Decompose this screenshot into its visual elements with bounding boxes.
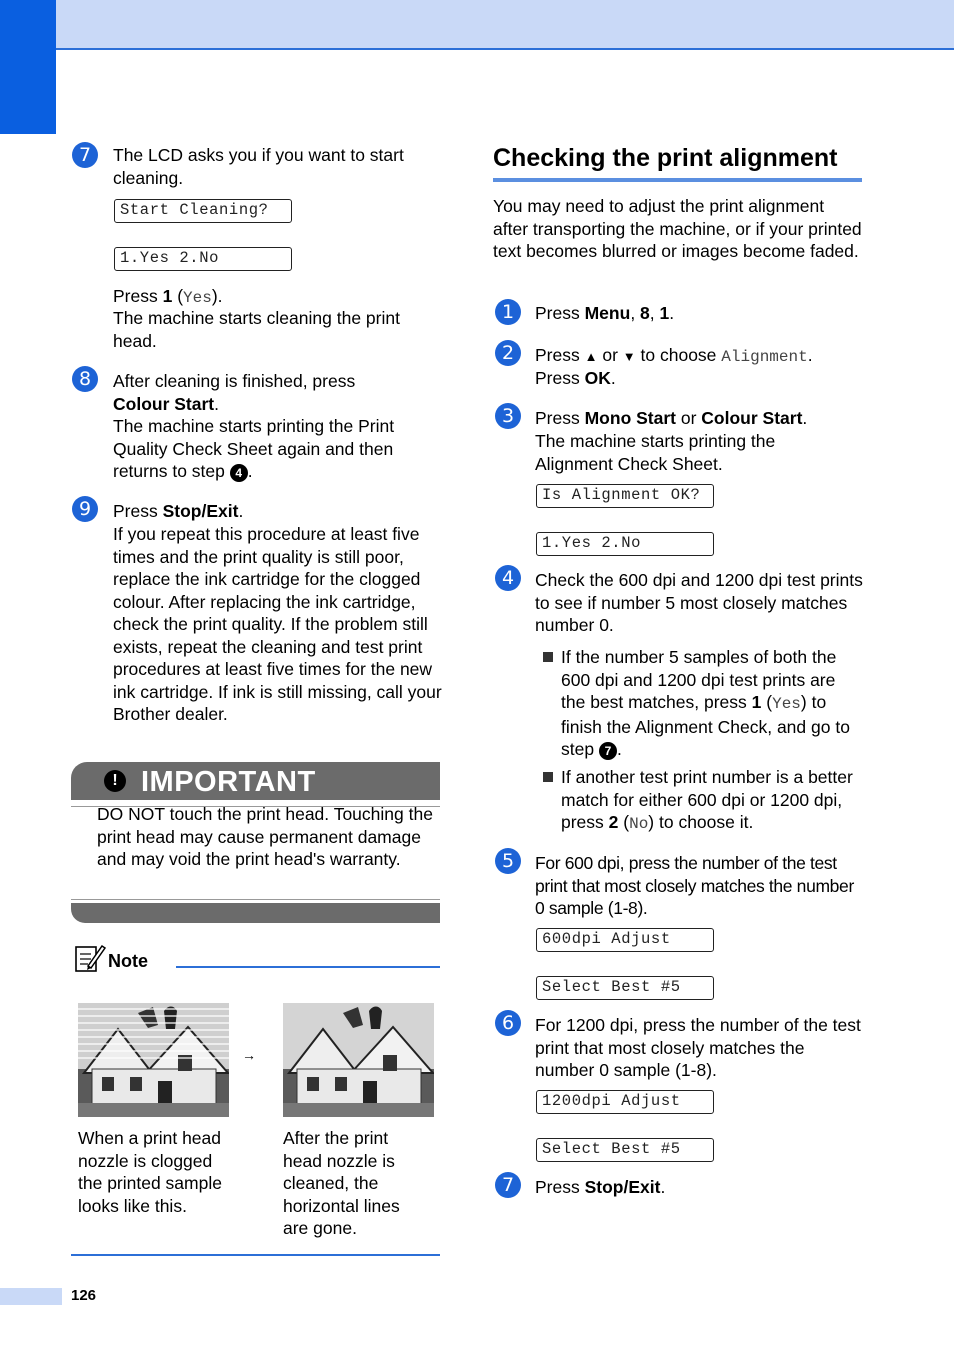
- align-step-4-bullet-1: If the number 5 samples of both the 600 dpi and 1200 dpi test prints are the best matches, press 1 (Yes) to finish the Alignment Check, and go to step 7 .: [561, 647, 850, 759]
- step-number-badge: 6: [495, 1010, 521, 1036]
- note-title: Note: [108, 951, 148, 971]
- lcd-display-1: Start Cleaning?: [114, 199, 292, 223]
- up-arrow-icon: ▲: [584, 349, 598, 364]
- align-step-3-result: The machine starts printing the Alignment Check Sheet.: [535, 431, 776, 474]
- arrow-icon: →: [242, 1047, 256, 1063]
- note-rule: [176, 966, 440, 968]
- bullet-icon: [543, 772, 553, 782]
- step-7-result: The machine starts cleaning the print head.: [113, 308, 400, 351]
- align-step-7: Press Stop/Exit.: [535, 1177, 666, 1197]
- step-8-result: The machine starts printing the Print Quality Check Sheet again and then returns to step 4 .: [113, 416, 395, 481]
- step-9-body: If you repeat this procedure at least five times and the print quality is still poor, replace the ink cartridge for the clogged colour. After replacing the ink cartridge, check the print quality. If the problem still exists, repeat the cleaning and test print procedures at least five times for the new ink cartridge. If ink is still missing, call your Brother dealer.: [113, 524, 442, 724]
- step-number-badge: 5: [495, 848, 521, 874]
- caption-clogged: When a print head nozzle is clogged the printed sample looks like this.: [78, 1128, 222, 1216]
- lcd-display-2: 1.Yes 2.No: [536, 532, 714, 556]
- bullet-icon: [543, 652, 553, 662]
- chapter-tab: [0, 0, 56, 134]
- step-number-badge: 7: [72, 142, 98, 168]
- step-9-press: Press Stop/Exit.: [113, 501, 244, 521]
- caption-cleaned: After the print head nozzle is cleaned, the horizontal lines are gone.: [283, 1128, 400, 1238]
- note-bottom-rule: [71, 1254, 440, 1256]
- header-band: [0, 0, 954, 50]
- step-8-key: Colour Start.: [113, 394, 219, 414]
- align-step-5-text: For 600 dpi, press the number of the test print that most closely matches the number 0 sample (1-8).: [535, 853, 854, 918]
- step-number-badge: 9: [72, 496, 98, 522]
- exclamation-icon: !: [104, 770, 126, 792]
- important-text: DO NOT touch the print head. Touching the print head may cause permanent damage and may void the print head's warranty.: [97, 804, 433, 869]
- step-7-text: The LCD asks you if you want to start cleaning.: [113, 145, 404, 188]
- step-number-badge: 1: [495, 299, 521, 325]
- step-number-badge: 3: [495, 403, 521, 429]
- lcd-display-2: 1.Yes 2.No: [114, 247, 292, 271]
- align-step-2: Press ▲ or ▼ to choose Alignment.: [535, 345, 813, 366]
- align-step-4-text: Check the 600 dpi and 1200 dpi test prints to see if number 5 most closely matches number 0.: [535, 570, 863, 635]
- step-8-text: After cleaning is finished, press: [113, 371, 356, 391]
- align-step-6-text: For 1200 dpi, press the number of the test print that most closely matches the number 0 sample (1-8).: [535, 1015, 861, 1080]
- lcd-display-2: Select Best #5: [536, 1138, 714, 1162]
- lcd-display-1: 1200dpi Adjust: [536, 1090, 714, 1114]
- note-icon: [74, 943, 106, 979]
- lcd-display-1: Is Alignment OK?: [536, 484, 714, 508]
- page-number: 126: [71, 1287, 97, 1304]
- divider: [71, 899, 440, 900]
- important-header: [71, 762, 440, 800]
- cleaned-sample-image: [283, 1003, 434, 1117]
- step-number-badge: 7: [495, 1172, 521, 1198]
- section-intro: You may need to adjust the print alignment after transporting the machine, or if your printed text becomes blurred or images become faded.: [493, 196, 862, 261]
- section-title: Checking the print alignment: [493, 144, 838, 172]
- align-step-2-line2: Press OK.: [535, 368, 616, 388]
- step-ref-icon: 4: [230, 464, 248, 482]
- important-footer: [71, 903, 440, 923]
- step-number-badge: 4: [495, 565, 521, 591]
- page-number-bar: [0, 1288, 62, 1305]
- step-7-press: Press 1 (Yes).: [113, 286, 223, 307]
- align-step-4-bullet-2: If another test print number is a better match for either 600 dpi or 1200 dpi, press 2 (No) to choose it.: [561, 767, 853, 833]
- section-rule: [493, 178, 862, 182]
- lcd-display-2: Select Best #5: [536, 976, 714, 1000]
- lcd-display-1: 600dpi Adjust: [536, 928, 714, 952]
- step-number-badge: 2: [495, 340, 521, 366]
- step-number-badge: 8: [72, 366, 98, 392]
- align-step-1: Press Menu, 8, 1.: [535, 303, 675, 323]
- step-ref-icon: 7: [599, 742, 617, 760]
- important-label: IMPORTANT: [141, 766, 316, 798]
- clogged-sample-image: [78, 1003, 229, 1117]
- down-arrow-icon: ▼: [622, 349, 636, 364]
- align-step-3: Press Mono Start or Colour Start.: [535, 408, 808, 428]
